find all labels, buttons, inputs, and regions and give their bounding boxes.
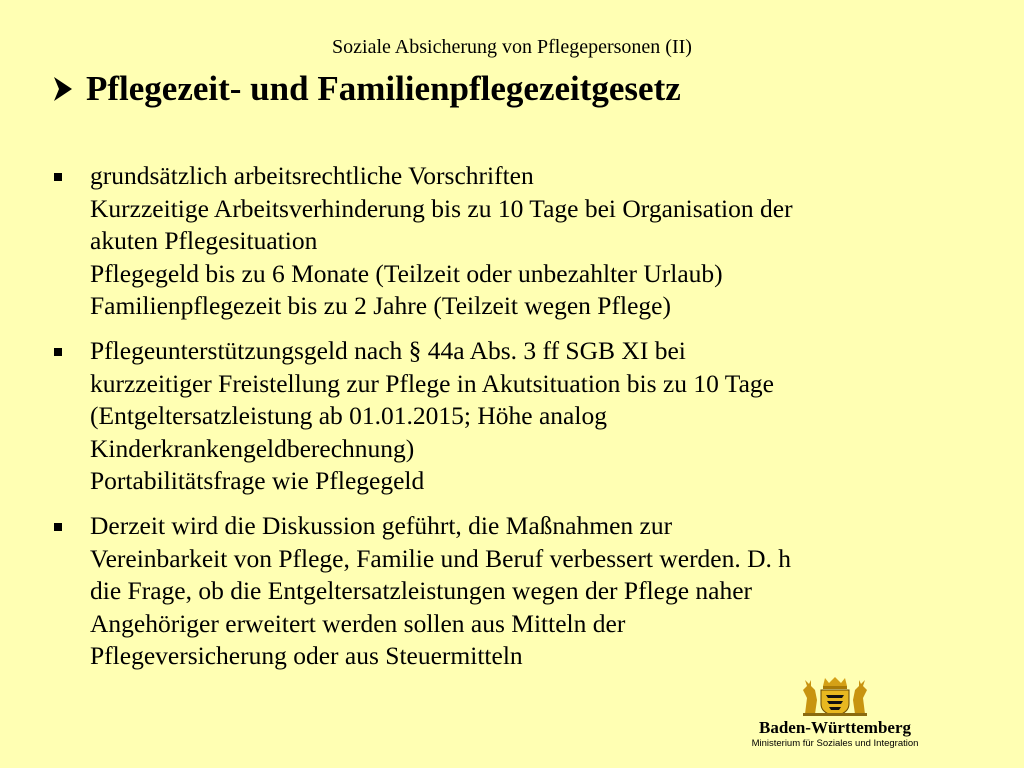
- bullet-line: Pflegegeld bis zu 6 Monate (Teilzeit oder unbezahlter Urlaub): [90, 258, 723, 288]
- bullet-line: Angehöriger erweitert werden sollen aus Mitteln der: [90, 608, 626, 638]
- bullet-item: [46, 335, 966, 498]
- bullet-line: Pflegeunterstützungsgeld nach § 44a Abs. 3 ff SGB XI bei: [90, 335, 686, 365]
- bullet-line: akuten Pflegesituation: [90, 226, 318, 256]
- ministry-logo: [740, 676, 930, 760]
- slide-supertitle: Soziale Absicherung von Pflegepersonen (II): [332, 36, 692, 58]
- bullet-line: grundsätzlich arbeitsrechtliche Vorschriften: [90, 161, 534, 190]
- bullet-line: Familienpflegezeit bis zu 2 Jahre (Teilzeit wegen Pflege): [90, 291, 671, 321]
- arrow-bullet-icon: [52, 69, 86, 109]
- square-bullet-icon: [46, 160, 90, 194]
- square-bullet-icon: [46, 510, 90, 544]
- square-bullet-icon: [46, 335, 90, 369]
- bullet-line: Vereinbarkeit von Pflege, Familie und Beruf verbessert werden. D. h: [90, 543, 792, 573]
- heading-text: Pflegezeit- und Familienpflegezeitgesetz: [86, 69, 681, 108]
- bullet-text: [90, 510, 791, 673]
- bullet-line: Derzeit wird die Diskussion geführt, die Maßnahmen zur: [90, 510, 673, 540]
- bullet-line: Portabilitätsfrage wie Pflegegeld: [90, 466, 425, 496]
- bullet-text: [90, 335, 774, 498]
- coat-of-arms-icon: [799, 676, 871, 716]
- bullet-text: [90, 160, 793, 323]
- bullet-line: Kurzzeitige Arbeitsverhinderung bis zu 10 Tage bei Organisation der: [90, 193, 793, 223]
- logo-subtitle: Ministerium für Soziales und Integration: [751, 738, 919, 749]
- bullet-line: kurzzeitiger Freistellung zur Pflege in Akutsituation bis zu 10 Tage: [90, 368, 774, 398]
- bullet-item: [46, 510, 966, 673]
- bullet-line: Kinderkrankengeldberechnung): [90, 433, 415, 463]
- bullet-item: [46, 160, 966, 323]
- logo-name: Baden-Württemberg: [758, 718, 912, 737]
- bullet-line: (Entgeltersatzleistung ab 01.01.2015; Höhe analog: [90, 401, 607, 431]
- slide-heading: [52, 66, 992, 112]
- bullet-line: die Frage, ob die Entgeltersatzleistungen wegen der Pflege naher: [90, 576, 753, 606]
- bullet-line: Pflegeversicherung oder aus Steuermitteln: [90, 641, 523, 671]
- bullet-list: [46, 160, 966, 685]
